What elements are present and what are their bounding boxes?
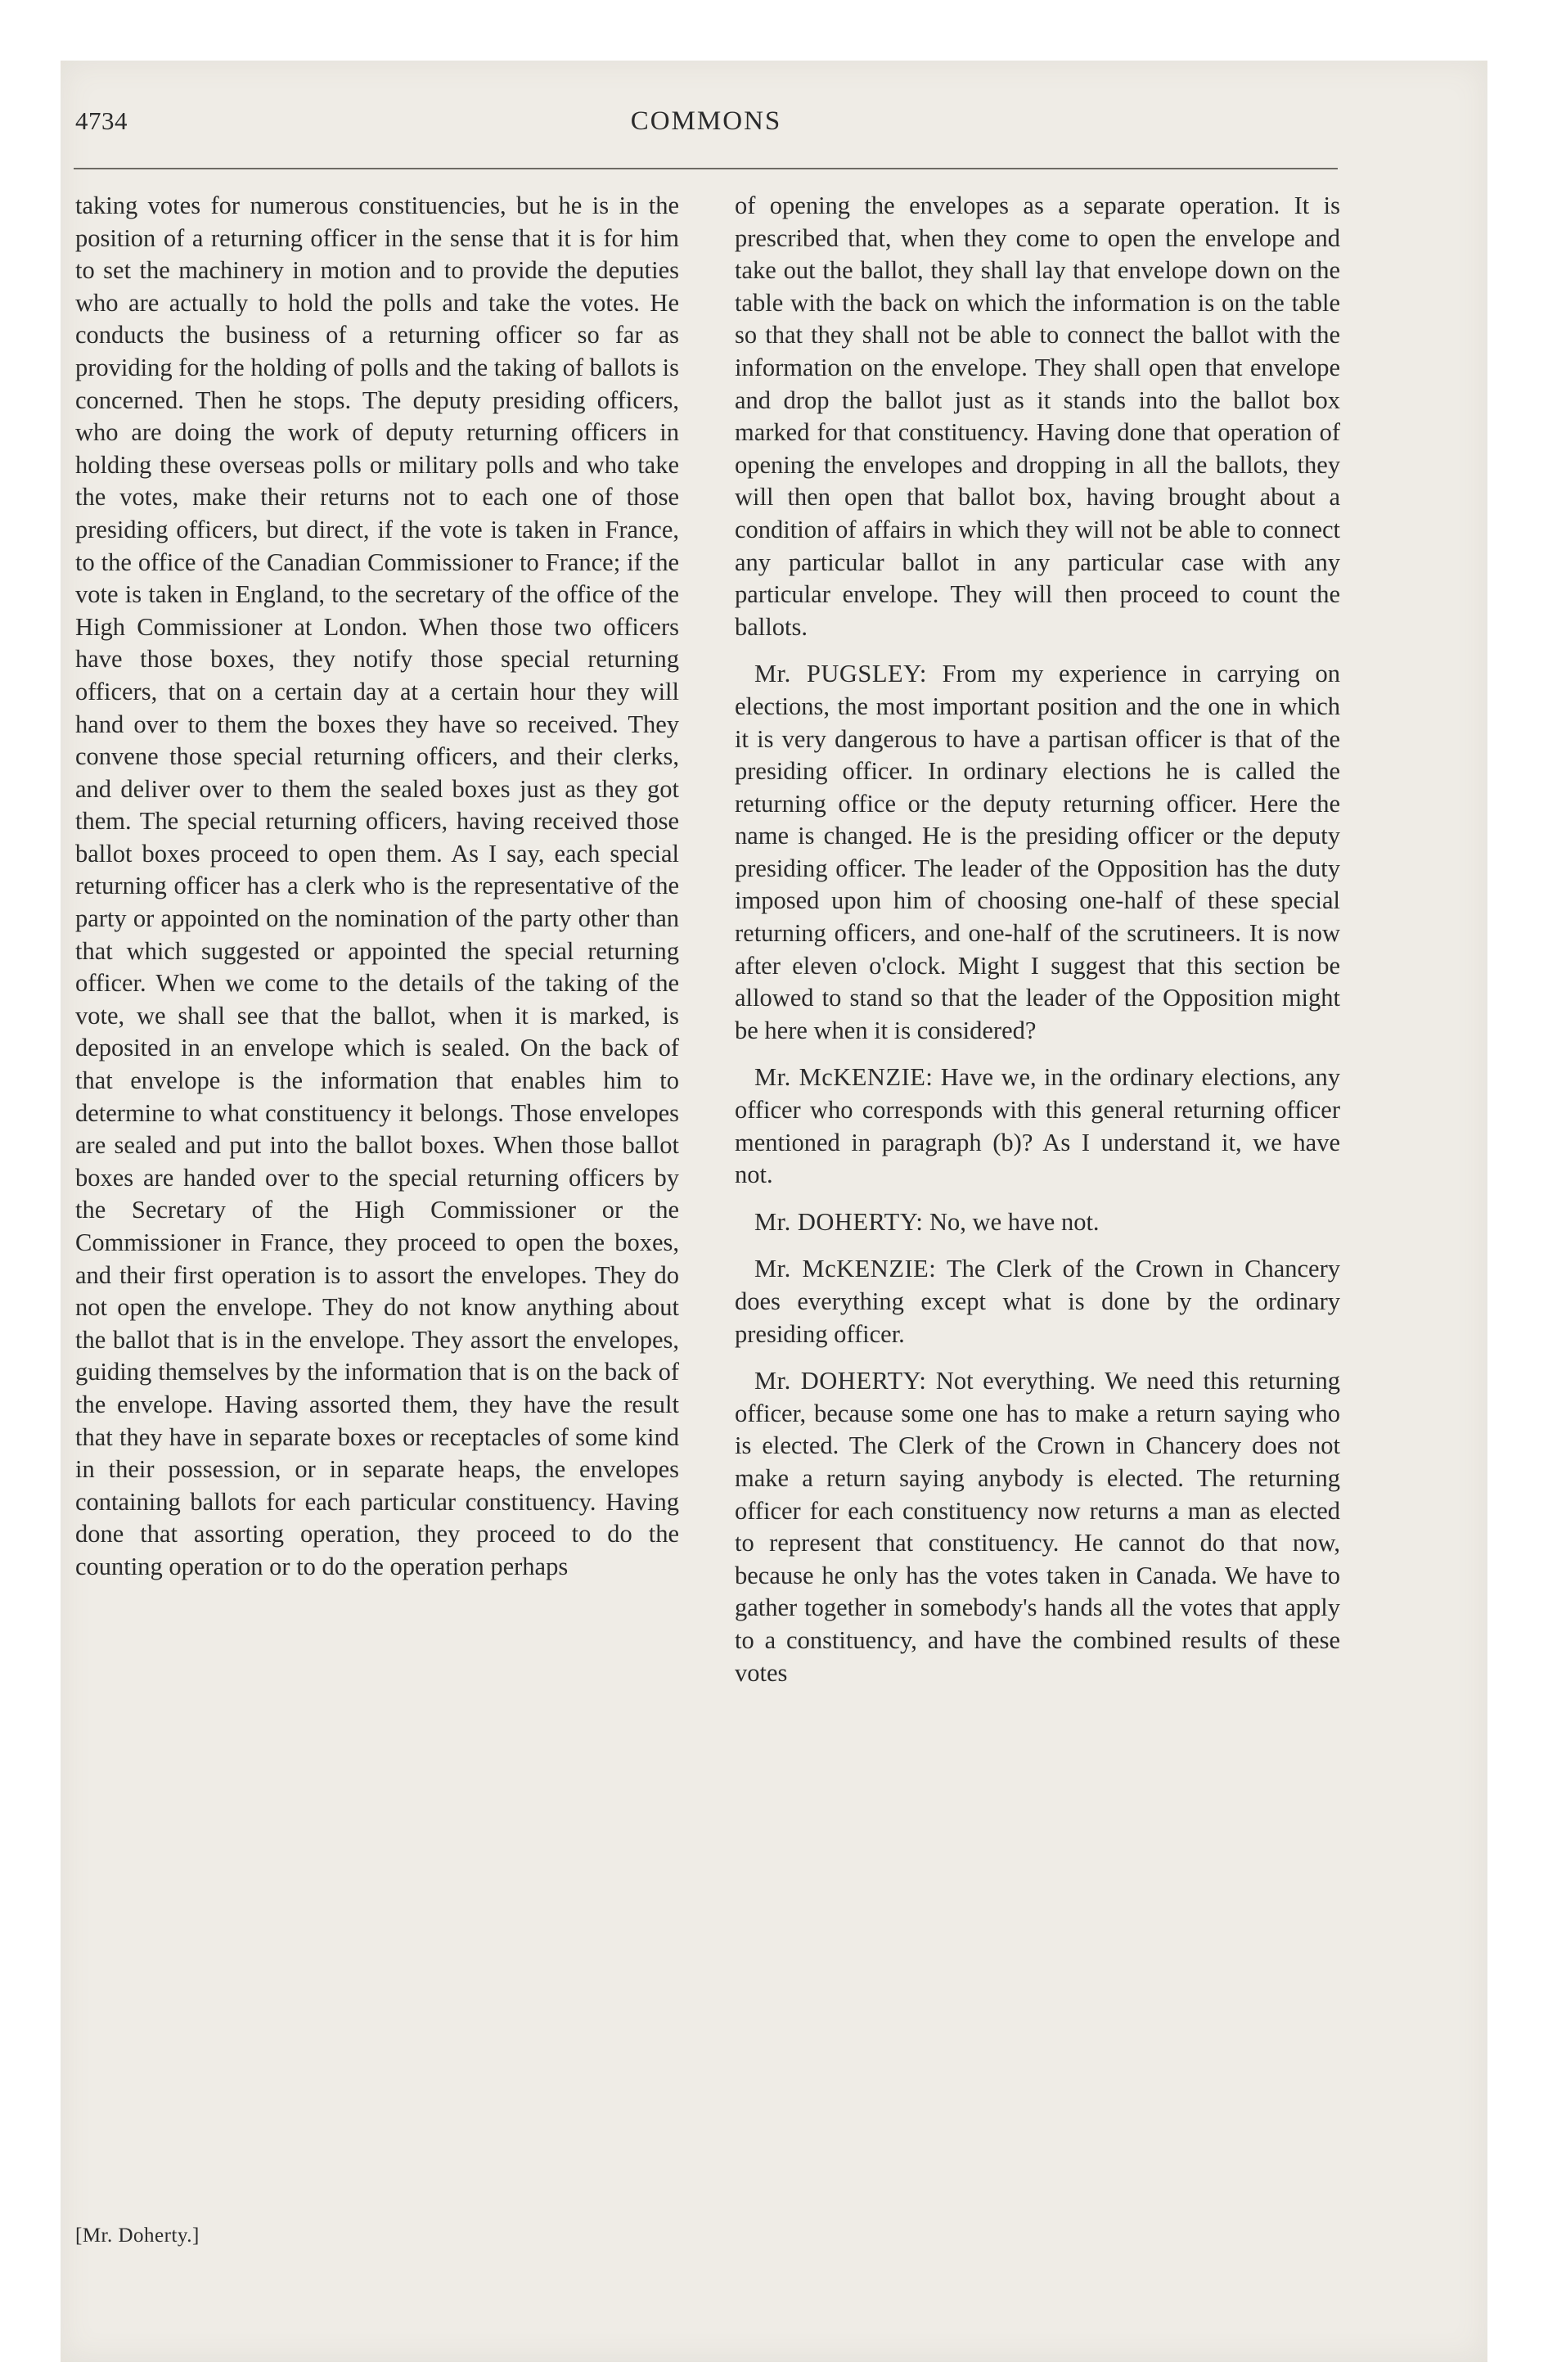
running-head: COMMONS bbox=[630, 106, 782, 136]
paragraph-text: of opening the envelopes as a separate operation. It is prescribed that, when they come to open the envelope and take out the ballot, they shall lay that envelope down on the table with the back on which the information is on the table so that they shall not be able to connect the ballot with the information on the envelope. They shall open that envelope and drop the ballot just as it stands into the ballot box marked for that constituency. Having done that operation of opening the envelopes and dropping in all the ballots, they will then open that ballot box, having brought about a condition of affairs in which they will not be able to connect any particular ballot in any particular case with any particular envelope. They will then proceed to count the ballots. bbox=[735, 192, 1340, 641]
right-column bbox=[735, 190, 1340, 1689]
right-paragraph-5 bbox=[735, 1253, 1340, 1350]
right-paragraph-1 bbox=[735, 190, 1340, 643]
speaker-name: Mr. DOHERTY: bbox=[754, 1207, 924, 1236]
footer-speaker-tag: [Mr. Doherty.] bbox=[75, 2224, 200, 2247]
left-column bbox=[75, 190, 679, 1584]
speaker-name: Mr. DOHERTY: bbox=[754, 1367, 927, 1395]
paragraph-text: The Clerk of the Crown in Chancery does everything except what is done by the ordinary presiding officer. bbox=[735, 1255, 1340, 1348]
right-paragraph-4 bbox=[735, 1206, 1340, 1239]
speaker-name: Mr. McKENZIE: bbox=[754, 1255, 937, 1283]
paragraph-text: From my experience in carrying on elections, the most important position and the one in which it is very dangerous to have a partisan officer is that of the presiding officer. In ordinary elections he is called the returning office or the deputy returning officer. Here the name is changed. He is the presiding officer or the deputy presiding officer. The leader of the Opposition has the duty imposed upon him of choosing one-half of these special returning officers, and one-half of the scrutineers. It is now after eleven o'clock. Might I suggest that this section be allowed to stand so that the leader of the Opposition might be here when it is considered? bbox=[735, 660, 1340, 1044]
paragraph-text: No, we have not. bbox=[929, 1207, 1100, 1236]
paragraph-text: Have we, in the ordinary elections, any officer who corresponds with this general returning officer mentioned in paragraph (b)? As I understand it, we have not. bbox=[735, 1063, 1340, 1189]
right-paragraph-3 bbox=[735, 1062, 1340, 1191]
paragraph-text: Not everything. We need this returning officer, because some one has to make a return saying who is elected. The Clerk of the Crown in Chancery does not make a return saying anybody is elected. The returning officer for each constituency now returns a man as elected to represent that constituency. He cannot do that now, because he only has the votes taken in Canada. We have to gather together in somebody's hands all the votes that apply to a constituency, and have the combined results of these votes bbox=[735, 1367, 1341, 1687]
speaker-name: Mr. McKENZIE: bbox=[754, 1063, 934, 1092]
speaker-name: Mr. PUGSLEY: bbox=[754, 660, 927, 688]
right-paragraph-6 bbox=[735, 1365, 1340, 1689]
header-rule bbox=[74, 168, 1338, 169]
page-number: 4734 bbox=[75, 106, 128, 135]
right-paragraph-2 bbox=[735, 658, 1340, 1047]
page-header bbox=[75, 101, 1337, 151]
left-paragraph-1: taking votes for numerous constituencies, but he is in the position of a returning officer in the sense that it is for him to set the machinery in motion and to provide the deputies who are actually to hold the polls and take the votes. He conducts the business of a returning officer so far as providing for the holding of polls and the taking of ballots is concerned. Then he stops. The deputy presiding officers, who are doing the work of deputy returning officers in holding these overseas polls or military polls and who take the votes, make their returns not to each one of those presiding officers, but direct, if the vote is taken in France, to the office of the Canadian Commissioner to France; if the vote is taken in England, to the secretary of the office of the High Commissioner at London. When those two officers have those boxes, they notify those special returning officers, that on a certain day at a certain hour they will hand over to them the boxes they have so received. They convene those special returning officers, and their clerks, and deliver over to them the sealed boxes just as they got them. The special returning officers, having received those ballot boxes proceed to open them. As I say, each special returning officer has a clerk who is the representative of the party or appointed on the nomination of the party other than that which suggested or appointed the special returning officer. When we come to the details of the taking of the vote, we shall see that the ballot, when it is marked, is deposited in an envelope which is sealed. On the back of that envelope is the information that enables him to determine to what constituency it belongs. Those envelopes are sealed and put into the ballot boxes. When those ballot boxes are handed over to the special returning officers by the Secretary of the High Commissioner or the Commissioner in France, they proceed to open the boxes, and their first operation is to assort the envelopes. They do not open the envelope. They do not know anything about the ballot that is in the envelope. They assort the envelopes, guiding themselves by the information that is on the back of the envelope. Having assorted them, they have the result that they have in separate boxes or receptacles of some kind in their possession, or in separate heaps, the envelopes containing ballots for each particular constituency. Having done that assorting operation, they proceed to do the counting operation or to do the operation perhaps bbox=[75, 192, 679, 1580]
